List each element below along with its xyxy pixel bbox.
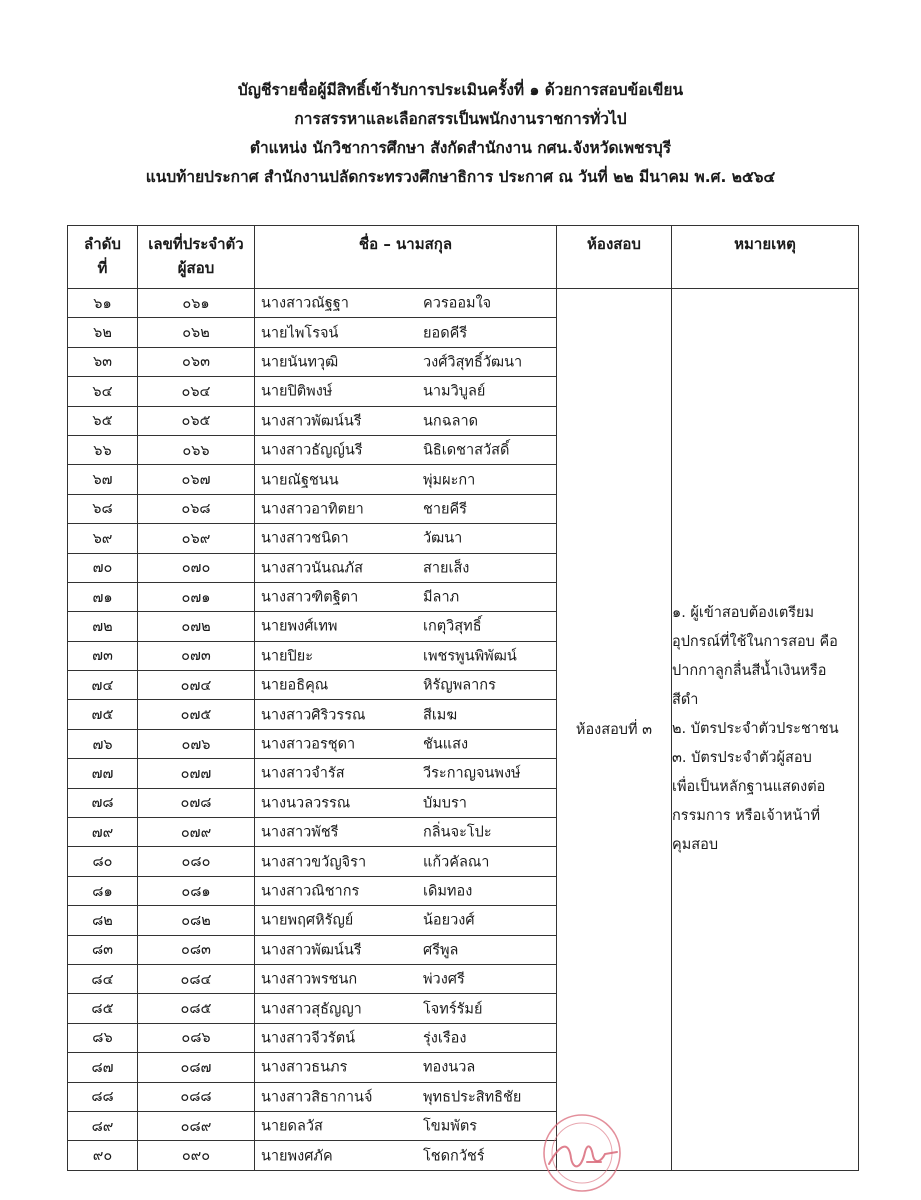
row-candidate-id: ๐๘๑ bbox=[138, 876, 255, 905]
row-name bbox=[255, 1111, 557, 1140]
table-row bbox=[68, 289, 859, 318]
row-last-name: น้อยวงศ์ bbox=[423, 912, 475, 929]
row-first-name: นายดลวัส bbox=[261, 1118, 323, 1135]
row-candidate-id: ๐๗๑ bbox=[138, 582, 255, 611]
row-seq: ๖๓ bbox=[68, 347, 138, 376]
row-last-name: วงศ์วิสุทธิ์วัฒนา bbox=[423, 354, 523, 371]
col-header-room: ห้องสอบ bbox=[557, 226, 672, 289]
row-name bbox=[255, 494, 557, 523]
row-first-name: นายปิยะ bbox=[261, 648, 314, 665]
col-header-seq bbox=[68, 226, 138, 289]
row-first-name: นางสาวศิริวรรณ bbox=[261, 707, 366, 724]
row-candidate-id: ๐๗๙ bbox=[138, 818, 255, 847]
row-last-name: นกฉลาด bbox=[423, 413, 479, 430]
row-name bbox=[255, 964, 557, 993]
row-candidate-id: ๐๗๘ bbox=[138, 788, 255, 817]
row-seq: ๗๕ bbox=[68, 700, 138, 729]
row-candidate-id: ๐๘๔ bbox=[138, 964, 255, 993]
row-name bbox=[255, 818, 557, 847]
row-candidate-id: ๐๘๖ bbox=[138, 1023, 255, 1052]
row-last-name: เกตุวิสุทธิ์ bbox=[423, 618, 482, 635]
row-candidate-id: ๐๗๐ bbox=[138, 553, 255, 582]
row-candidate-id: ๐๘๒ bbox=[138, 906, 255, 935]
row-name bbox=[255, 729, 557, 758]
document-header bbox=[0, 76, 921, 192]
row-candidate-id: ๐๘๐ bbox=[138, 847, 255, 876]
row-seq: ๖๕ bbox=[68, 406, 138, 435]
row-candidate-id: ๐๖๗ bbox=[138, 465, 255, 494]
row-candidate-id: ๐๖๕ bbox=[138, 406, 255, 435]
row-seq: ๗๑ bbox=[68, 582, 138, 611]
row-name bbox=[255, 671, 557, 700]
row-name bbox=[255, 847, 557, 876]
row-candidate-id: ๐๖๔ bbox=[138, 377, 255, 406]
row-candidate-id: ๐๗๓ bbox=[138, 641, 255, 670]
row-candidate-id: ๐๘๘ bbox=[138, 1082, 255, 1111]
row-seq: ๗๗ bbox=[68, 759, 138, 788]
row-candidate-id: ๐๗๕ bbox=[138, 700, 255, 729]
row-seq: ๗๓ bbox=[68, 641, 138, 670]
candidate-table bbox=[67, 225, 859, 1171]
row-first-name: นางสาวฑิตฐิตา bbox=[261, 589, 359, 606]
row-last-name: ยอดคีรี bbox=[423, 325, 468, 342]
row-candidate-id: ๐๖๒ bbox=[138, 318, 255, 347]
row-seq: ๘๑ bbox=[68, 876, 138, 905]
row-first-name: นางสาวพัชรี bbox=[261, 824, 339, 841]
row-first-name: นางสาวธัญญ์นรี bbox=[261, 442, 363, 459]
header-announcement: แนบท้ายประกาศ สำนักงานปลัดกระทรวงศึกษาธิการ ประกาศ ณ วันที่ ๒๒ มีนาคม พ.ศ. ๒๕๖๔ bbox=[145, 168, 776, 186]
row-last-name: เดิมทอง bbox=[423, 883, 473, 900]
row-candidate-id: ๐๘๓ bbox=[138, 935, 255, 964]
row-name bbox=[255, 906, 557, 935]
row-seq: ๖๗ bbox=[68, 465, 138, 494]
row-seq: ๘๖ bbox=[68, 1023, 138, 1052]
row-first-name: นายนันทวุฒิ bbox=[261, 354, 339, 371]
remark-line: กรรมการ หรือเจ้าหน้าที่ bbox=[672, 807, 821, 824]
row-seq: ๖๙ bbox=[68, 524, 138, 553]
row-name bbox=[255, 641, 557, 670]
row-last-name: วัฒนา bbox=[423, 530, 463, 547]
row-name bbox=[255, 289, 557, 318]
row-seq: ๖๒ bbox=[68, 318, 138, 347]
row-name bbox=[255, 1082, 557, 1111]
row-candidate-id: ๐๘๙ bbox=[138, 1111, 255, 1140]
row-candidate-id: ๐๖๙ bbox=[138, 524, 255, 553]
row-name bbox=[255, 759, 557, 788]
row-seq: ๙๐ bbox=[68, 1141, 138, 1170]
col-header-seq-line1: ลำดับ bbox=[84, 235, 121, 253]
header-subtitle: การสรรหาและเลือกสรรเป็นพนักงานราชการทั่วไป bbox=[294, 110, 627, 128]
row-first-name: นางนวลวรรณ bbox=[261, 795, 351, 812]
col-header-seq-line2: ที่ bbox=[97, 259, 108, 277]
row-last-name: พุ่มผะกา bbox=[423, 472, 476, 489]
row-first-name: นางสาวจำรัส bbox=[261, 765, 345, 782]
row-candidate-id: ๐๖๑ bbox=[138, 289, 255, 318]
row-name bbox=[255, 553, 557, 582]
row-name bbox=[255, 1053, 557, 1082]
row-name bbox=[255, 876, 557, 905]
remark-line: ๑. ผู้เข้าสอบต้องเตรียม bbox=[672, 604, 815, 621]
row-last-name: เพชรพูนพิพัฒน์ bbox=[423, 648, 517, 665]
row-first-name: นางสาวพัฒน์นรี bbox=[261, 413, 362, 430]
row-seq: ๘๙ bbox=[68, 1111, 138, 1140]
row-last-name: หิรัญพลากร bbox=[423, 677, 496, 694]
row-name bbox=[255, 524, 557, 553]
row-first-name: นางสาวนันณภัส bbox=[261, 560, 363, 577]
row-first-name: นางสาวขวัญจิรา bbox=[261, 854, 367, 871]
row-seq: ๗๘ bbox=[68, 788, 138, 817]
row-last-name: โจทร์รัมย์ bbox=[423, 1001, 483, 1018]
row-last-name: พุทธประสิทธิชัย bbox=[423, 1089, 522, 1106]
row-last-name: นามวิบูลย์ bbox=[423, 383, 486, 400]
col-header-id-line1: เลขที่ประจำตัว bbox=[148, 235, 244, 253]
row-name bbox=[255, 1023, 557, 1052]
row-seq: ๖๔ bbox=[68, 377, 138, 406]
row-seq: ๖๖ bbox=[68, 435, 138, 464]
row-candidate-id: ๐๗๒ bbox=[138, 612, 255, 641]
table-body bbox=[68, 289, 859, 1171]
row-first-name: นายพงศ์เทพ bbox=[261, 618, 338, 635]
remark-line: อุปกรณ์ที่ใช้ในการสอบ คือ bbox=[672, 633, 838, 650]
row-candidate-id: ๐๗๖ bbox=[138, 729, 255, 758]
row-name bbox=[255, 582, 557, 611]
row-name bbox=[255, 318, 557, 347]
row-candidate-id: ๐๘๗ bbox=[138, 1053, 255, 1082]
row-seq: ๗๙ bbox=[68, 818, 138, 847]
row-name bbox=[255, 435, 557, 464]
row-first-name: นายอธิคุณ bbox=[261, 677, 329, 694]
row-last-name: โชดกวัชร์ bbox=[423, 1148, 485, 1165]
row-seq: ๗๔ bbox=[68, 671, 138, 700]
row-seq: ๘๗ bbox=[68, 1053, 138, 1082]
row-last-name: บัมบรา bbox=[423, 795, 467, 812]
row-last-name: นิธิเดชาสวัสดิ์ bbox=[423, 442, 510, 459]
row-candidate-id: ๐๗๗ bbox=[138, 759, 255, 788]
row-name bbox=[255, 935, 557, 964]
row-seq: ๘๘ bbox=[68, 1082, 138, 1111]
row-first-name: นางสาวพรชนก bbox=[261, 971, 358, 988]
row-first-name: นางสาวณิชากร bbox=[261, 883, 360, 900]
header-position: ตำแหน่ง นักวิชาการศึกษา สังกัดสำนักงาน กศน.จังหวัดเพชรบุรี bbox=[249, 139, 672, 157]
exam-room-cell: ห้องสอบที่ ๓ bbox=[557, 289, 672, 1171]
row-name bbox=[255, 406, 557, 435]
official-seal-icon bbox=[541, 1112, 623, 1194]
row-last-name: มีลาภ bbox=[423, 589, 460, 606]
row-seq: ๗๐ bbox=[68, 553, 138, 582]
row-last-name: ควรออมใจ bbox=[423, 295, 492, 312]
row-first-name: นางสาวณัฐฐา bbox=[261, 295, 349, 312]
header-title: บัญชีรายชื่อผู้มีสิทธิ์เข้ารับการประเมินครั้งที่ ๑ ด้วยการสอบข้อเขียน bbox=[237, 81, 684, 99]
row-last-name: กลิ่นจะโปะ bbox=[423, 824, 492, 841]
row-name bbox=[255, 1141, 557, 1170]
remark-line: สีดำ bbox=[672, 691, 699, 708]
col-header-id bbox=[138, 226, 255, 289]
row-last-name: ศรีพูล bbox=[423, 942, 459, 959]
row-first-name: นางสาวชนิดา bbox=[261, 530, 349, 547]
row-first-name: นางสาวอรชุดา bbox=[261, 736, 356, 753]
col-header-id-line2: ผู้สอบ bbox=[177, 259, 215, 277]
row-last-name: ทองนวล bbox=[423, 1059, 476, 1076]
row-last-name: วีระกาญจนพงษ์ bbox=[423, 765, 521, 782]
row-first-name: นายพฤศหิรัญย์ bbox=[261, 912, 354, 929]
header-row bbox=[68, 226, 859, 289]
row-candidate-id: ๐๖๖ bbox=[138, 435, 255, 464]
row-last-name: สีเมฆ bbox=[423, 707, 458, 724]
row-first-name: นางสาวอาทิตยา bbox=[261, 501, 364, 518]
row-name bbox=[255, 377, 557, 406]
row-first-name: นายพงศภัค bbox=[261, 1148, 333, 1165]
row-first-name: นางสาวสิธากานจ์ bbox=[261, 1089, 373, 1106]
row-name bbox=[255, 612, 557, 641]
remark-line: เพื่อเป็นหลักฐานแสดงต่อ bbox=[672, 778, 826, 795]
row-first-name: นายไพโรจน์ bbox=[261, 325, 339, 342]
row-seq: ๘๕ bbox=[68, 994, 138, 1023]
row-first-name: นายณัฐชนน bbox=[261, 472, 339, 489]
row-name bbox=[255, 994, 557, 1023]
row-seq: ๘๒ bbox=[68, 906, 138, 935]
col-header-name: ชื่อ – นามสกุล bbox=[255, 226, 557, 289]
row-seq: ๗๒ bbox=[68, 612, 138, 641]
row-seq: ๖๑ bbox=[68, 289, 138, 318]
table-header bbox=[68, 226, 859, 289]
remark-line: ๓. บัตรประจำตัวผู้สอบ bbox=[672, 749, 812, 766]
row-name bbox=[255, 700, 557, 729]
row-last-name: ชายคีรี bbox=[423, 501, 467, 518]
row-first-name: นางสาวจีวรัตน์ bbox=[261, 1030, 356, 1047]
row-last-name: โขมพัตร bbox=[423, 1118, 478, 1135]
row-last-name: พ่วงศรี bbox=[423, 971, 465, 988]
row-candidate-id: ๐๘๕ bbox=[138, 994, 255, 1023]
row-candidate-id: ๐๖๘ bbox=[138, 494, 255, 523]
row-first-name: นางสาวธนภร bbox=[261, 1059, 348, 1076]
row-last-name: สายเส็ง bbox=[423, 560, 470, 577]
row-first-name: นางสาวสุธัญญา bbox=[261, 1001, 362, 1018]
row-last-name: รุ่งเรือง bbox=[423, 1030, 467, 1047]
row-first-name: นางสาวพัฒน์นรี bbox=[261, 942, 362, 959]
row-name bbox=[255, 788, 557, 817]
row-seq: ๗๖ bbox=[68, 729, 138, 758]
col-header-remark: หมายเหตุ bbox=[672, 226, 859, 289]
remark-line: ๒. บัตรประจำตัวประชาชน bbox=[672, 720, 839, 737]
remark-line: คุมสอบ bbox=[672, 836, 719, 853]
row-candidate-id: ๐๙๐ bbox=[138, 1141, 255, 1170]
remarks-cell bbox=[672, 289, 859, 1171]
row-name bbox=[255, 347, 557, 376]
row-name bbox=[255, 465, 557, 494]
row-seq: ๘๐ bbox=[68, 847, 138, 876]
row-first-name: นายปิติพงษ์ bbox=[261, 383, 333, 400]
row-seq: ๖๘ bbox=[68, 494, 138, 523]
row-candidate-id: ๐๖๓ bbox=[138, 347, 255, 376]
row-candidate-id: ๐๗๔ bbox=[138, 671, 255, 700]
row-last-name: ชันแสง bbox=[423, 736, 469, 753]
row-seq: ๘๔ bbox=[68, 964, 138, 993]
remark-line: ปากกาลูกลื่นสีน้ำเงินหรือ bbox=[672, 662, 827, 679]
row-last-name: แก้วคัลณา bbox=[423, 854, 490, 871]
row-seq: ๘๓ bbox=[68, 935, 138, 964]
